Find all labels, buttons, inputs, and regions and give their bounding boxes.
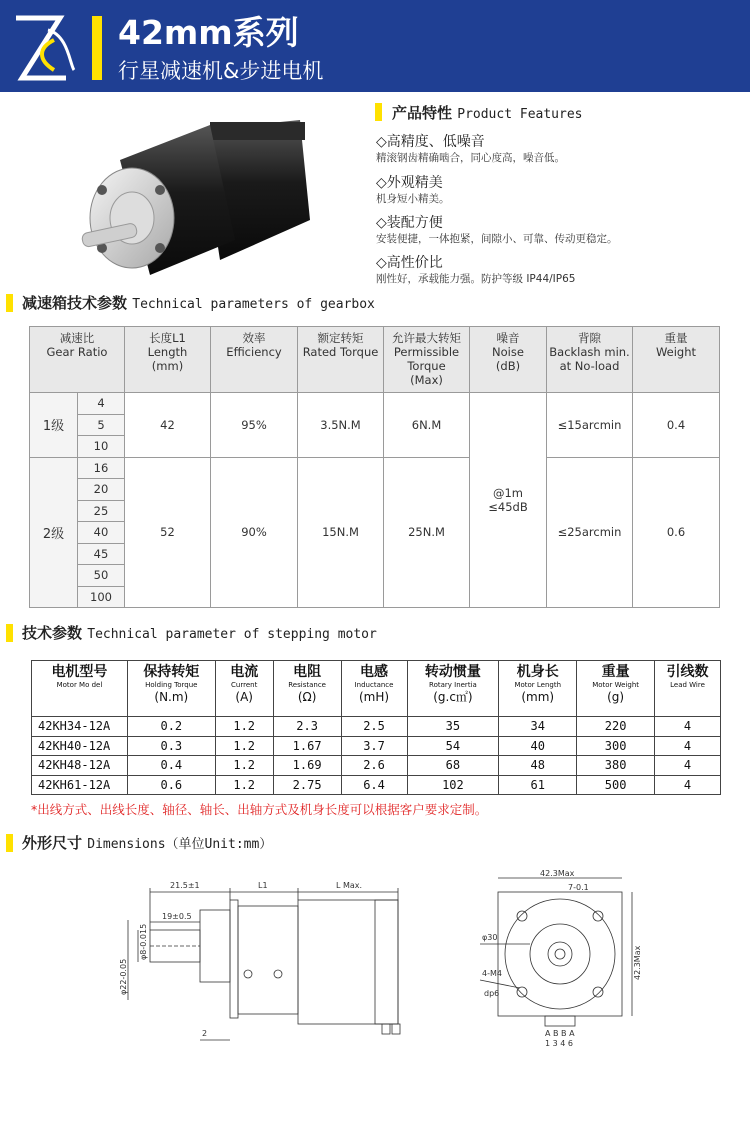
dim-label: 21.5±1: [170, 881, 200, 890]
dim-label: 1 3 4 6: [545, 1039, 573, 1048]
features-heading: 产品特性 Product Features: [392, 104, 583, 122]
table-row: 40: [30, 522, 720, 544]
dim-label: φ22-0.05: [119, 958, 128, 995]
table-header-row: 电机型号 Motor Mo del 保持转矩 Holding Torque (N.m) 电流 Current (A) 电阻 Resistance (Ω) 电感 Inductance (mH) 转动惯量 Rotary Inertia (g.c㎡) 机身长 Motor Length (mm) 重量 Motor Weight (g) 引线数 Lead Wire: [32, 661, 721, 717]
gearbox-section-heading: 减速箱技术参数 Technical parameters of gearbox: [6, 293, 746, 313]
dim-label: 42.3Max: [633, 945, 642, 980]
table-row: 42KH34-12A 0.2 1.2 2.3 2.5 35 34 220 4: [32, 717, 721, 737]
dim-label: φ30: [482, 933, 498, 942]
dim-label: L1: [258, 881, 268, 890]
feature-item: ◇高性价比 刚性好，承载能力强。防护等级 IP44/IP65: [376, 255, 576, 285]
table-header-row: 减速比 Gear Ratio 长度L1 Length (mm) 效率 Efficiency 额定转矩 Rated Torque 允许最大转矩 Permissible Torque (Max) 噪音 Noise (dB) 背隙 Backlash min. at No-load 重量 Weight: [30, 327, 720, 393]
table-row: 50: [30, 565, 720, 587]
product-image: [60, 100, 320, 300]
motor-section-heading: 技术参数 Technical parameter of stepping motor: [6, 623, 746, 643]
table-row: 5: [30, 414, 720, 436]
motor-table: [31, 660, 721, 795]
table-row: 2级 16 52 90% 15N.M 25N.M ≤25arcmin 0.6: [30, 457, 720, 479]
feature-item: ◇装配方便 安装便捷，一体抱紧，间隙小、可靠、传动更稳定。: [376, 215, 618, 245]
feature-item: ◇外观精美 机身短小精美。: [376, 175, 450, 205]
table-row: 42KH40-12A 0.3 1.2 1.67 3.7 54 40 300 4: [32, 736, 721, 756]
gearbox-table: [29, 326, 720, 608]
dim-label: 2: [202, 1029, 208, 1038]
table-row: 25: [30, 500, 720, 522]
table-row: 45: [30, 543, 720, 565]
customization-note: *出线方式、出线长度、轴径、轴长、出轴方式及机身长度可以根据客户要求定制。: [31, 802, 488, 817]
dim-label: φ8-0.015: [139, 923, 148, 960]
features-marker: [375, 103, 382, 121]
brand-logo-icon: [8, 10, 78, 85]
table-row: 20: [30, 479, 720, 501]
dimensions-section-heading: 外形尺寸 Dimensions（单位Unit:mm）: [6, 833, 746, 853]
table-row: 100: [30, 586, 720, 608]
dimension-drawing: [120, 870, 640, 1080]
table-row: 10: [30, 436, 720, 458]
dim-label: L Max.: [336, 881, 363, 890]
feature-item: ◇高精度、低噪音 精滚钢齿精确啮合，同心度高，噪音低。: [376, 134, 565, 164]
page-title: 42mm系列: [118, 13, 299, 52]
dim-label: 4-M4: [482, 969, 502, 978]
table-row: 42KH48-12A 0.4 1.2 1.69 2.6 68 48 380 4: [32, 756, 721, 776]
accent-bar: [92, 16, 102, 80]
table-row: 42KH61-12A 0.6 1.2 2.75 6.4 102 61 500 4: [32, 775, 721, 795]
dim-label: 7-0.1: [568, 883, 589, 892]
header-banner: [0, 0, 750, 92]
dim-label: A B B A: [545, 1029, 575, 1038]
dim-label: 42.3Max: [540, 869, 575, 878]
dim-label: dp6: [484, 989, 500, 998]
page-subtitle: 行星减速机&步进电机: [118, 59, 324, 83]
table-row: 1级 4 42 95% 3.5N.M 6N.M @1m ≤45dB ≤15arcmin 0.4: [30, 393, 720, 415]
dim-label: 19±0.5: [162, 912, 192, 921]
